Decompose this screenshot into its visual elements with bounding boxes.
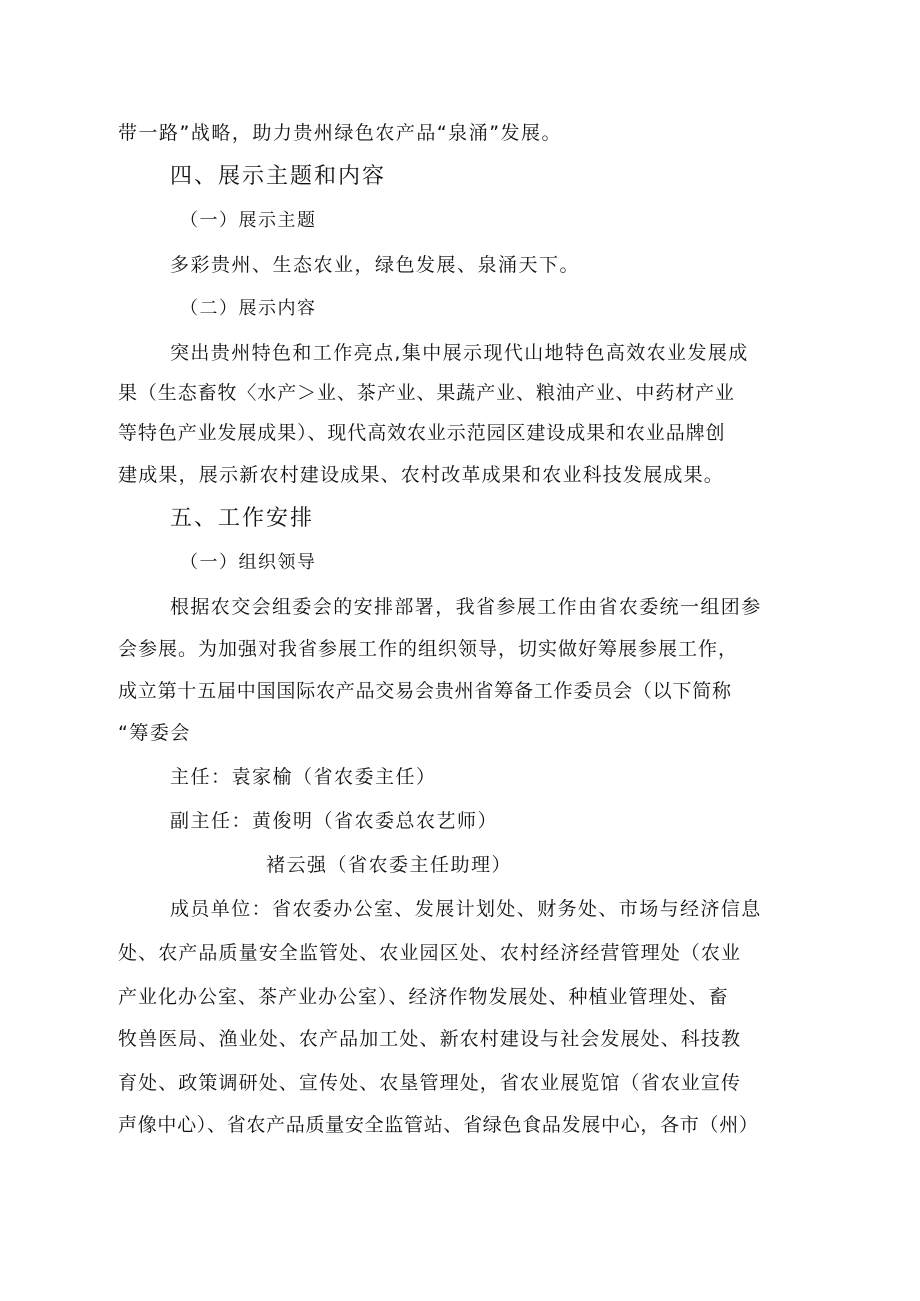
paragraph-line: “筹委会 [118, 722, 191, 744]
paragraph-line: 建成果，展示新农村建设成果、农村改革成果和农业科技发展成果。 [118, 464, 725, 486]
subheading-theme: （一）展示主题 [180, 210, 317, 231]
paragraph-line: 等特色产业发展成果）、现代高效农业示范园区建设成果和农业品牌创 [118, 422, 726, 444]
section-heading-4: 四、展示主题和内容 [170, 164, 387, 189]
paragraph-line: 牧兽医局、渔业处、农产品加工处、新农村建设与社会发展处、科技教 [118, 1028, 742, 1050]
subheading-content: （二）展示内容 [180, 298, 317, 319]
paragraph-line: 产业化办公室、茶产业办公室）、经济作物发展处、种植业管理处、畜 [118, 986, 729, 1008]
paragraph-line: 处、农产品质量安全监管处、农业园区处、农村经济经营管理处（农业 [118, 942, 742, 964]
deputy-director-line: 褚云强（省农委主任助理） [266, 854, 513, 876]
paragraph-line: 声像中心）、省农产品质量安全监管站、省绿色食品发展中心，各市（州） [118, 1114, 759, 1136]
deputy-director-line: 副主任：黄俊明（省农委总农艺师） [170, 810, 499, 832]
paragraph-line: 成员单位：省农委办公室、发展计划处、财务处、市场与经济信息 [170, 898, 762, 920]
paragraph-line: 成立第十五届中国国际农产品交易会贵州省筹备工作委员会（以下简称 [118, 680, 732, 702]
paragraph-line: 育处、政策调研处、宣传处、农垦管理处，省农业展览馆（省农业宣传 [118, 1072, 742, 1094]
paragraph-line: 多彩贵州、生态农业，绿色发展、泉涌天下。 [170, 254, 581, 276]
subheading-organization: （一）组织领导 [180, 552, 317, 573]
paragraph-line: 带一路”战略，助力贵州绿色农产品“泉涌”发展。 [118, 122, 563, 144]
paragraph-line: 会参展。为加强对我省参展工作的组织领导，切实做好筹展参展工作， [118, 638, 739, 660]
paragraph-line: 根据农交会组委会的安排部署，我省参展工作由省农委统一组团参 [170, 596, 762, 618]
paragraph-line: 突出贵州特色和工作亮点,集中展示现代山地特色高效农业发展成 [170, 342, 749, 364]
section-heading-5: 五、工作安排 [170, 506, 315, 531]
director-line: 主任：袁家榆（省农委主任） [170, 766, 437, 788]
paragraph-line: 果（生态畜牧〈水产＞业、茶产业、果蔬产业、粮油产业、中药材产业 [118, 382, 735, 404]
